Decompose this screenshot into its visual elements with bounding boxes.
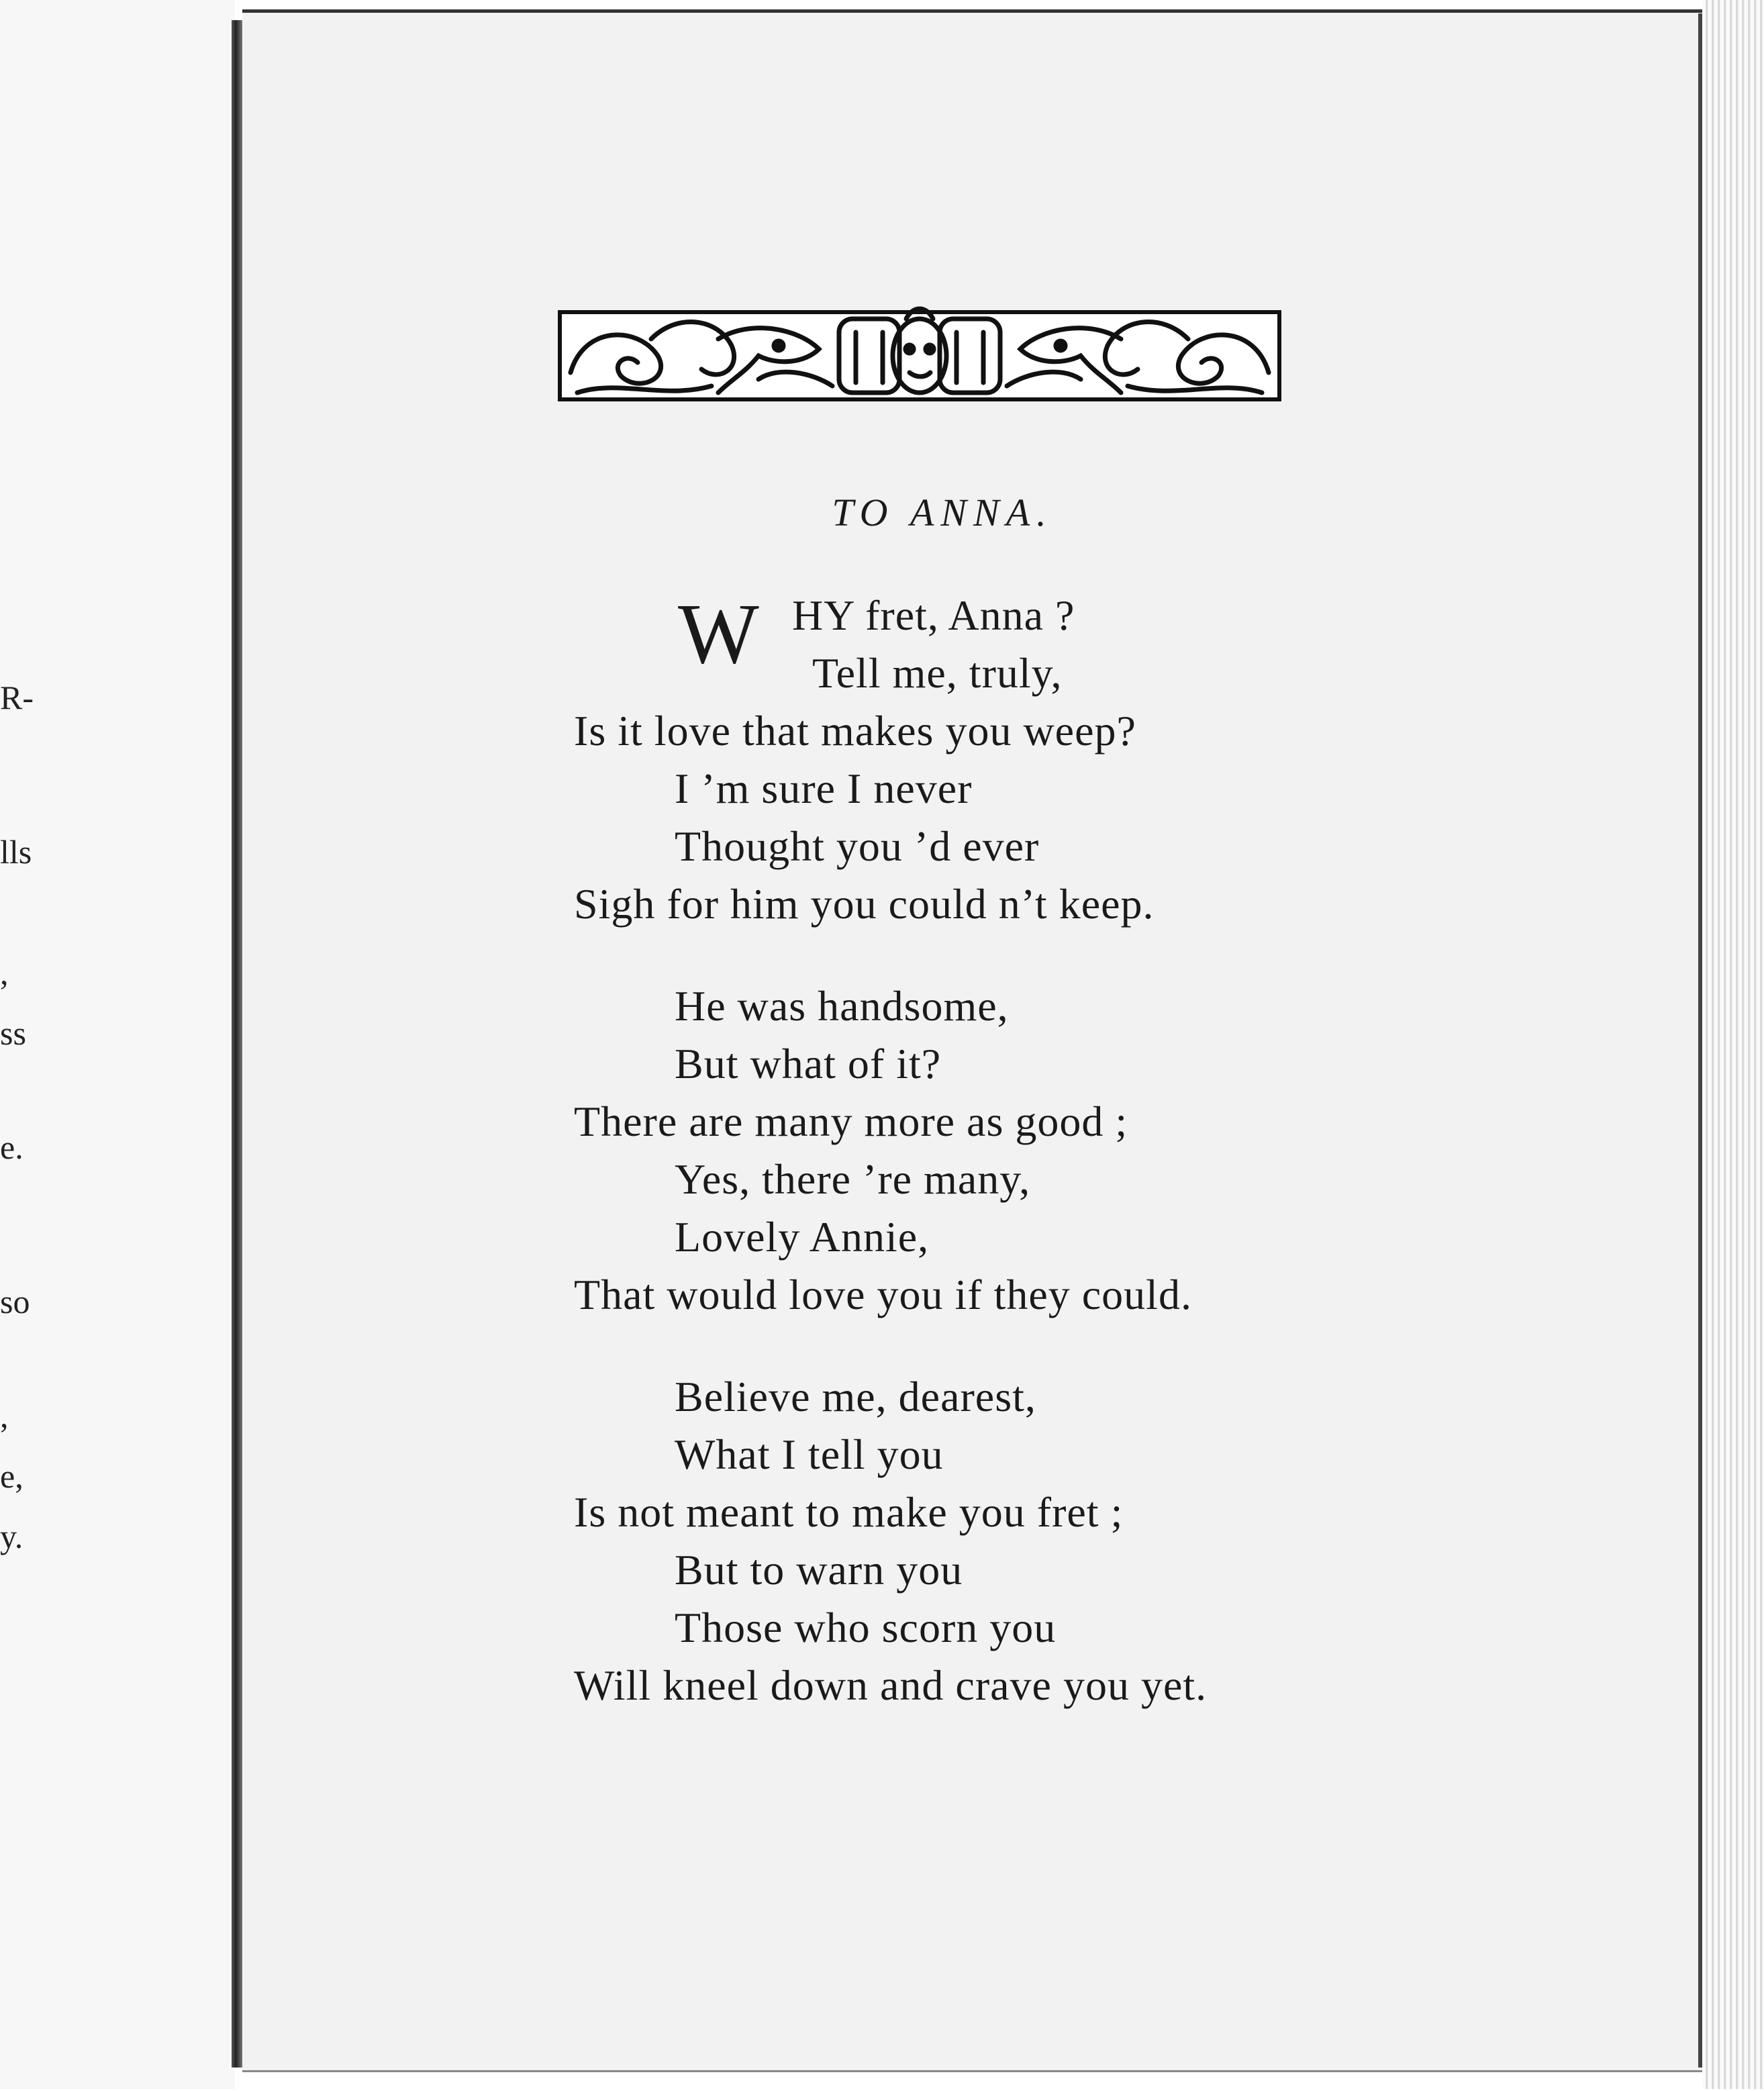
page-bottom-edge bbox=[242, 2070, 1702, 2091]
left-fragment: lls bbox=[0, 833, 32, 871]
left-fragment: so bbox=[0, 1283, 30, 1320]
poem-line: Is it love that makes you weep? bbox=[574, 707, 1136, 755]
left-fragment: y. bbox=[0, 1518, 23, 1555]
poem-line: I ’m sure I never bbox=[675, 765, 973, 812]
left-facing-page bbox=[0, 0, 235, 2089]
poem-line: Is not meant to make you fret ; bbox=[574, 1488, 1124, 1536]
left-fragment: , bbox=[0, 1397, 9, 1434]
floral-headpiece-ornament-icon bbox=[557, 299, 1282, 413]
left-fragment: e. bbox=[0, 1128, 23, 1166]
poem-line: What I tell you bbox=[675, 1430, 944, 1478]
poem-title: TO ANNA. bbox=[832, 491, 1053, 534]
poem-line: Lovely Annie, bbox=[675, 1213, 930, 1261]
left-fragment: ss bbox=[0, 1014, 26, 1052]
poem-line: Tell me, truly, bbox=[812, 649, 1063, 697]
left-fragment: , bbox=[0, 954, 9, 991]
poem-line: HY fret, Anna ? bbox=[792, 591, 1075, 639]
poem-line: There are many more as good ; bbox=[574, 1098, 1128, 1145]
left-fragment: e, bbox=[0, 1457, 23, 1495]
left-fragment: R- bbox=[0, 679, 34, 716]
poem-line: Those who scorn you bbox=[675, 1604, 1057, 1651]
poem-line: Yes, there ’re many, bbox=[675, 1155, 1031, 1203]
page-stack-edge bbox=[1702, 0, 1764, 2089]
poem-line: Thought you ’d ever bbox=[675, 822, 1040, 870]
poem-line: Sigh for him you could n’t keep. bbox=[574, 880, 1155, 928]
poem-line: Believe me, dearest, bbox=[675, 1373, 1036, 1420]
poem-line: He was handsome, bbox=[675, 982, 1009, 1030]
poem-line: That would love you if they could. bbox=[574, 1271, 1192, 1318]
poem-line: But what of it? bbox=[675, 1040, 942, 1087]
poem-line: Will kneel down and crave you yet. bbox=[574, 1661, 1208, 1709]
poem-line: But to warn you bbox=[675, 1546, 963, 1594]
drop-cap: W bbox=[678, 586, 759, 681]
book-gutter bbox=[232, 20, 242, 2068]
